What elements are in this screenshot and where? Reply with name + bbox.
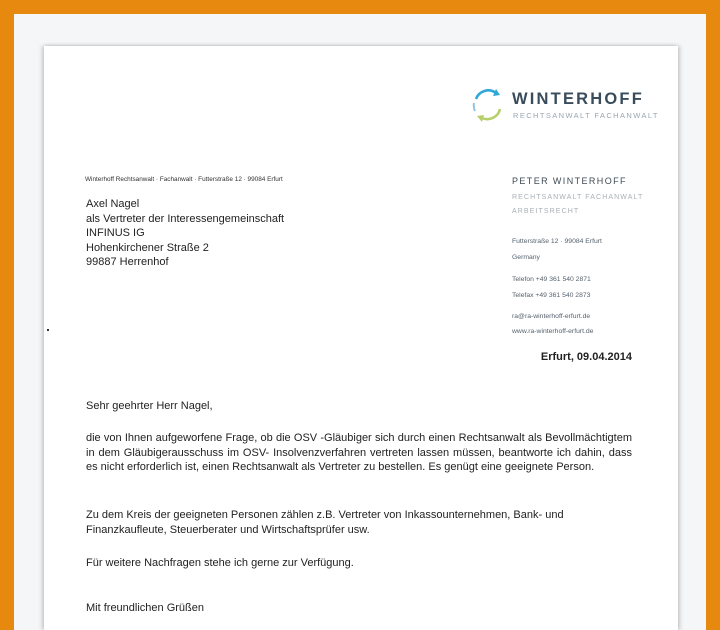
letterhead-logo — [470, 87, 659, 127]
contact-email[interactable]: ra@ra-winterhoff-erfurt.de — [512, 313, 591, 320]
recipient-line: als Vertreter der Interessengemeinschaft — [86, 212, 285, 225]
body-paragraph: Für weitere Nachfragen stehe ich gerne zur Verfügung. — [86, 557, 354, 569]
contact-fax: Telefax +49 361 540 2873 — [512, 292, 591, 299]
circular-arrows-icon — [470, 87, 506, 123]
recipient-line: Axel Nagel — [86, 198, 140, 210]
contact-phone: Telefon +49 361 540 2871 — [512, 276, 591, 283]
recipient-line: Hohenkirchener Straße 2 — [86, 241, 209, 254]
letter-date: Erfurt, 09.04.2014 — [540, 351, 632, 363]
contact-address: Futterstraße 12 · 99084 Erfurt — [512, 238, 602, 245]
contact-website[interactable]: www.ra-winterhoff-erfurt.de — [512, 328, 594, 335]
letter-page — [44, 46, 678, 630]
contact-role: ARBEITSRECHT — [512, 208, 580, 215]
sender-return-address: Winterhoff Rechtsanwalt · Fachanwalt · Futterstraße 12 · 99084 Erfurt — [85, 176, 283, 183]
fold-mark — [47, 329, 49, 331]
brand-name: WINTERHOFF — [512, 90, 644, 108]
closing: Mit freundlichen Grüßen — [86, 602, 204, 614]
recipient-line: INFINUS IG — [86, 227, 145, 239]
recipient-line: 99887 Herrenhof — [86, 256, 169, 268]
recipient-address — [86, 197, 284, 270]
contact-name: PETER WINTERHOFF — [512, 176, 627, 186]
body-paragraph: Zu dem Kreis der geeigneten Personen zählen z.B. Vertreter von Inkassounternehmen, Bank- und Finanzkaufleute, Steuerberater und Wirtschaftsprüfer usw. — [86, 509, 564, 536]
contact-country: Germany — [512, 254, 540, 261]
body-paragraph: die von Ihnen aufgeworfene Frage, ob die OSV -Gläubiger sich durch einen Rechtsanwalt als Bevollmächtigtem in dem Gläubigerausschuss im OSV- Insolvenzverfahren vertreten lassen müssen, beantworte ich dahin, dass es nicht erforderlich ist, einen Rechtsanwalt als Vertreter zu bestellen. Es genügt eine geeignete Person. — [86, 432, 632, 473]
contact-title: RECHTSANWALT FACHANWALT — [512, 194, 644, 201]
salutation: Sehr geehrter Herr Nagel, — [86, 400, 213, 412]
brand-subtitle: RECHTSANWALT FACHANWALT — [513, 111, 659, 120]
